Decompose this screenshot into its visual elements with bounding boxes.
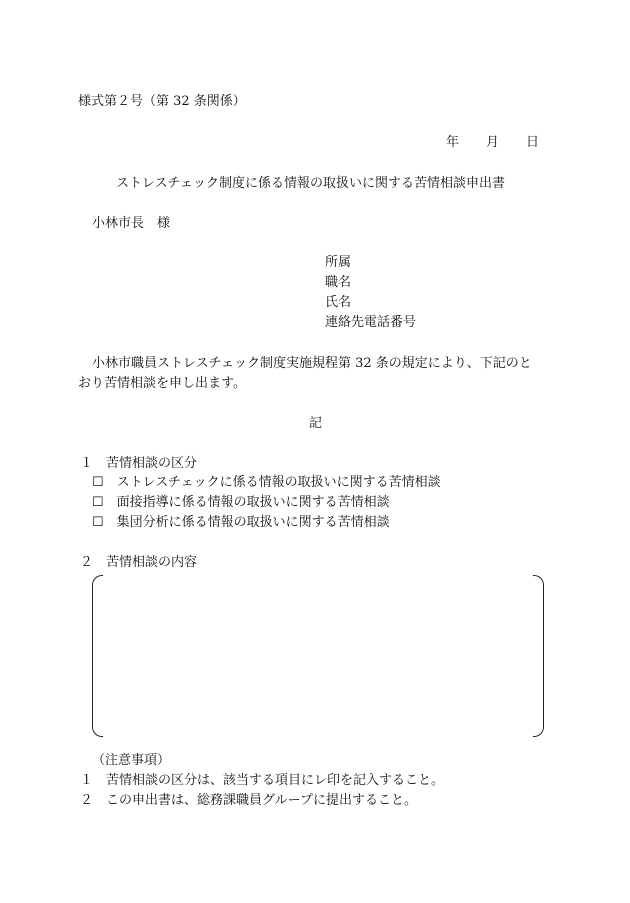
option-group-analysis[interactable] [92, 515, 390, 531]
field-affiliation: 所属 [325, 255, 352, 270]
content-area[interactable] [104, 580, 530, 730]
content-bracket-left [92, 575, 103, 737]
date-day: 日 [526, 135, 540, 150]
checkbox-icon[interactable]: ☐ [92, 495, 104, 510]
notes-heading: （注意事項） [92, 753, 171, 768]
option-stresscheck[interactable] [92, 475, 441, 491]
option-label: 集団分析に係る情報の取扱いに関する苦情相談 [116, 515, 390, 530]
field-name: 氏名 [325, 295, 352, 310]
date-month: 月 [486, 135, 500, 150]
field-phone: 連絡先電話番号 [325, 315, 417, 330]
section1-heading: １ 苦情相談の区分 [80, 456, 198, 471]
document-title: ストレスチェック制度に係る情報の取扱いに関する苦情相談申出書 [116, 176, 505, 191]
date-year: 年 [446, 135, 460, 150]
ki-label: 記 [309, 416, 323, 431]
section2-heading: ２ 苦情相談の内容 [80, 555, 198, 570]
option-interview[interactable] [92, 495, 390, 511]
option-label: 面接指導に係る情報の取扱いに関する苦情相談 [116, 495, 390, 510]
note-1: １ 苦情相談の区分は、該当する項目にレ印を記入すること。 [80, 773, 445, 788]
note-2: ２ この申出書は、総務課職員グループに提出すること。 [80, 793, 417, 808]
body-line-1: 小林市職員ストレスチェック制度実施規程第 32 条の規定により、下記のと [92, 356, 532, 371]
addressee: 小林市長 様 [92, 216, 171, 231]
field-position: 職名 [325, 275, 352, 290]
checkbox-icon[interactable]: ☐ [92, 475, 104, 490]
checkbox-icon[interactable]: ☐ [92, 515, 104, 530]
form-number: 様式第２号（第 32 条関係） [78, 94, 246, 109]
option-label: ストレスチェックに係る情報の取扱いに関する苦情相談 [116, 475, 441, 490]
content-bracket-right [533, 575, 544, 737]
body-line-2: おり苦情相談を申し出ます。 [78, 376, 246, 391]
